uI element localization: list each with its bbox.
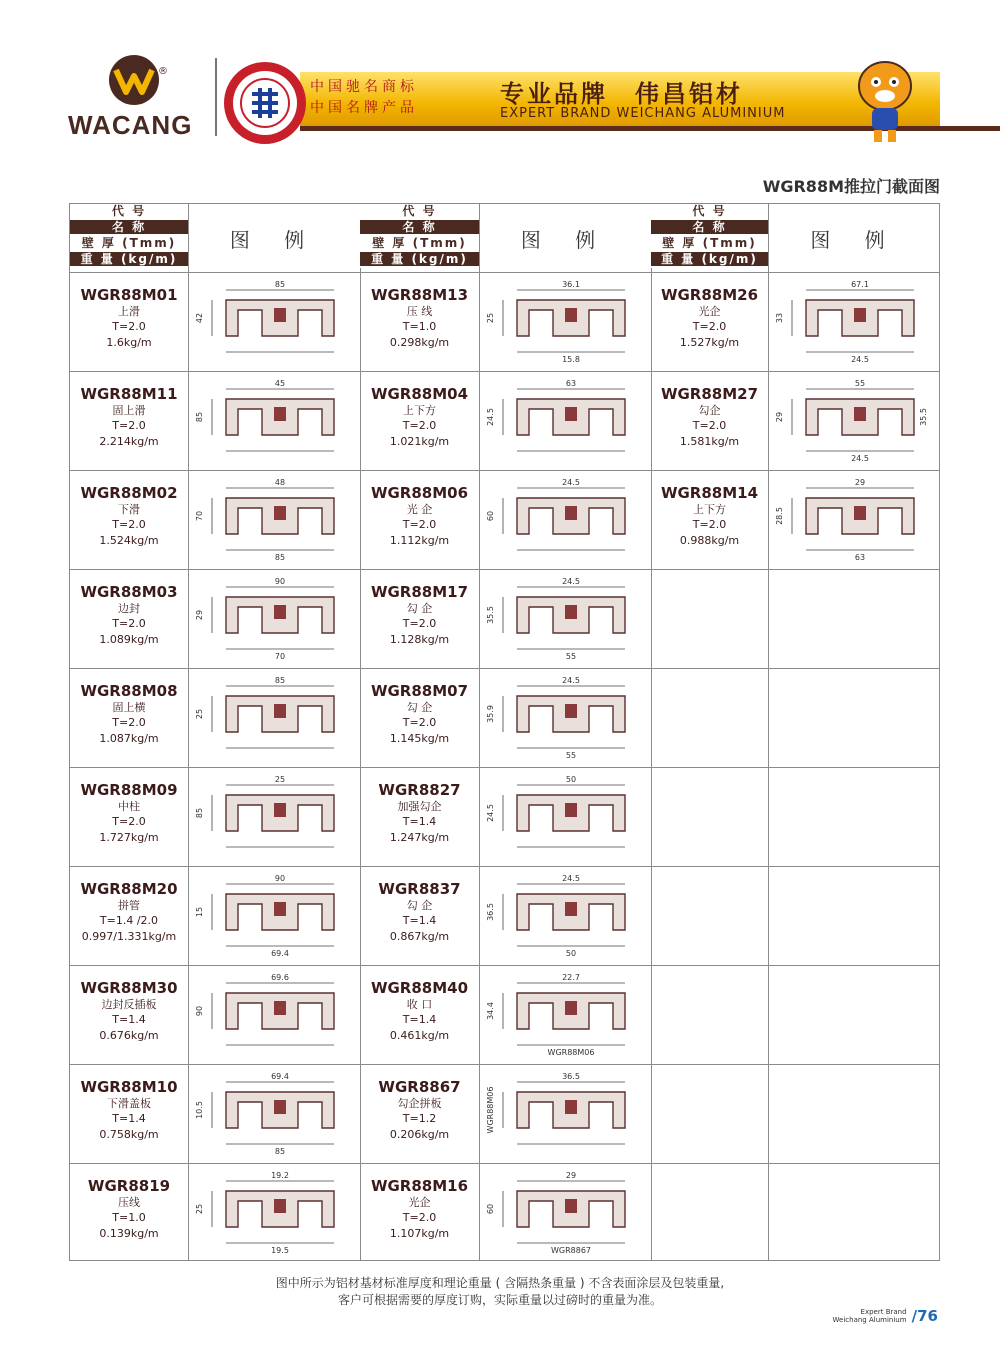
profile-section-drawing xyxy=(768,476,938,562)
profile-name: 收 口 xyxy=(406,998,433,1011)
dimension-label: 36.5 xyxy=(486,903,495,921)
profile-info-cell xyxy=(70,371,188,470)
thermal-strip xyxy=(565,407,577,421)
dimension-label: 25 xyxy=(486,312,495,324)
grid-hline xyxy=(70,272,939,273)
thermal-strip xyxy=(565,803,577,817)
thermal-strip xyxy=(565,605,577,619)
dimension-label: 19.5 xyxy=(271,1246,289,1255)
profile-info-cell xyxy=(360,371,479,470)
profile-section-drawing xyxy=(188,377,358,463)
profile-thickness: T=1.4 xyxy=(112,1112,146,1125)
profile-section-drawing xyxy=(188,971,358,1057)
profile-section-svg xyxy=(188,872,358,958)
profile-name: 压线 xyxy=(118,1196,140,1209)
profile-weight: 1.089kg/m xyxy=(99,633,159,646)
dimension-label: 60 xyxy=(486,510,495,522)
dimension-label: 19.2 xyxy=(271,1171,289,1180)
honor-line-2: 中国名牌产品 xyxy=(310,100,418,116)
dimension-label: 25 xyxy=(195,1203,204,1215)
profile-name: 上下方 xyxy=(693,503,726,516)
profile-name: 勾 企 xyxy=(406,602,433,615)
dimension-label: 36.1 xyxy=(562,280,580,289)
profile-name: 中柱 xyxy=(118,800,140,813)
profile-name: 光企 xyxy=(408,1196,431,1209)
profile-section-drawing xyxy=(479,1169,649,1255)
dimension-label: 25 xyxy=(274,775,286,784)
thermal-strip xyxy=(565,506,577,520)
thermal-strip xyxy=(274,902,286,916)
profile-name: 固上横 xyxy=(112,701,146,714)
dimension-label: 29 xyxy=(195,609,204,621)
header-honors xyxy=(310,77,418,119)
dimension-label: 85 xyxy=(195,807,204,819)
thermal-strip xyxy=(854,407,866,421)
grid-hline xyxy=(70,470,939,471)
profile-thickness: T=1.4 xyxy=(112,1013,146,1026)
profile-weight: 0.988kg/m xyxy=(679,534,740,547)
dimension-label: 50 xyxy=(565,949,577,958)
grid-hline xyxy=(70,569,939,570)
header-figure: 图 例 xyxy=(229,227,319,252)
header-name: 名 称 xyxy=(651,220,768,236)
page-header xyxy=(0,40,1000,150)
thermal-strip xyxy=(274,803,286,817)
profile-section-drawing xyxy=(188,278,358,364)
profile-thickness: T=1.4 /2.0 xyxy=(99,914,159,927)
profile-section-svg xyxy=(479,377,649,463)
profile-section-svg xyxy=(479,1070,649,1156)
profile-section-svg xyxy=(188,278,358,364)
profile-thickness: T=1.0 xyxy=(402,320,437,333)
grid-hline xyxy=(70,1163,939,1164)
profile-section-svg xyxy=(479,476,649,562)
thermal-strip xyxy=(274,1100,286,1114)
thermal-strip xyxy=(854,308,866,322)
profile-weight: 1.6kg/m xyxy=(106,336,152,349)
profile-code: WGR88M04 xyxy=(370,385,469,403)
profile-name: 光企 xyxy=(698,305,721,318)
footer-note xyxy=(0,1275,1000,1309)
profile-section-svg xyxy=(188,773,358,859)
profile-name: 拼管 xyxy=(118,899,140,912)
thermal-strip xyxy=(565,1199,577,1213)
dimension-label: 63 xyxy=(854,553,866,562)
dimension-label: 35.5 xyxy=(486,606,495,624)
header-divider xyxy=(215,58,217,136)
registered-mark: ® xyxy=(158,66,168,77)
page-footer-brand xyxy=(833,1308,907,1324)
profile-code: WGR88M26 xyxy=(660,286,759,304)
dimension-label: 35.9 xyxy=(486,705,495,723)
profile-info-cell xyxy=(70,569,188,668)
profile-thickness: T=2.0 xyxy=(402,1211,437,1224)
dimension-label: 55 xyxy=(565,751,577,760)
profile-code: WGR8867 xyxy=(378,1078,461,1096)
profile-section-svg xyxy=(188,971,358,1057)
profile-section-drawing xyxy=(479,971,649,1057)
profile-code: WGR88M02 xyxy=(80,484,178,502)
header-code: 代 号 xyxy=(70,204,188,220)
profile-section-svg xyxy=(479,971,649,1057)
profile-section-drawing xyxy=(188,674,358,760)
thermal-strip xyxy=(565,704,577,718)
dimension-label: 85 xyxy=(195,411,204,423)
header-thickness: 壁 厚 (Tmm) xyxy=(651,236,768,252)
thermal-strip xyxy=(274,605,286,619)
profile-name: 下滑盖板 xyxy=(107,1097,151,1110)
profile-section-drawing xyxy=(479,575,649,661)
profile-thickness: T=1.2 xyxy=(402,1112,437,1125)
dimension-label: 85 xyxy=(274,553,286,562)
thermal-strip xyxy=(274,407,286,421)
header-name: 名 称 xyxy=(70,220,188,236)
dimension-label: 24.5 xyxy=(486,408,495,426)
profile-section-drawing xyxy=(479,377,649,463)
profile-section-drawing xyxy=(188,872,358,958)
profile-weight: 1.087kg/m xyxy=(99,732,159,745)
header-slogan-cn: 专业品牌 伟昌铝材 xyxy=(500,80,743,108)
profile-code: WGR8827 xyxy=(378,781,461,799)
footer-note-line-1: 图中所示为铝材基材标准厚度和理论重量 ( 含隔热条重量 ) 不含表面涂层及包装重量, xyxy=(275,1276,725,1290)
profile-weight: 1.128kg/m xyxy=(389,633,450,646)
header-thickness: 壁 厚 (Tmm) xyxy=(360,236,479,252)
thermal-strip xyxy=(854,506,866,520)
profile-info-cell xyxy=(360,272,479,371)
profile-code: WGR88M10 xyxy=(80,1078,178,1096)
profile-section-drawing xyxy=(188,1070,358,1156)
profile-thickness: T=2.0 xyxy=(112,815,146,828)
profile-section-svg xyxy=(479,1169,649,1255)
dimension-label: 90 xyxy=(274,577,286,586)
header-label-cell xyxy=(70,204,188,273)
profile-thickness: T=1.4 xyxy=(402,1013,437,1026)
profile-code: WGR8819 xyxy=(87,1177,171,1195)
profile-section-svg xyxy=(479,575,649,661)
profile-section-svg xyxy=(479,278,649,364)
profile-code: WGR88M20 xyxy=(80,880,178,898)
profile-info-cell xyxy=(70,470,188,569)
grid-hline xyxy=(70,866,939,867)
dimension-label: 85 xyxy=(274,676,286,685)
profile-name: 加强勾企 xyxy=(397,800,442,813)
profile-name: 边封 xyxy=(118,602,140,615)
profile-name: 上滑 xyxy=(118,305,140,318)
dimension-label: 45 xyxy=(274,379,286,388)
dimension-label: 36.5 xyxy=(562,1072,580,1081)
dimension-label: 28.5 xyxy=(775,507,784,525)
header-code: 代 号 xyxy=(360,204,479,220)
thermal-strip xyxy=(565,308,577,322)
dimension-label: 60 xyxy=(486,1203,495,1215)
dimension-label: 85 xyxy=(274,280,286,289)
profile-info-cell xyxy=(360,965,479,1064)
profile-thickness: T=2.0 xyxy=(402,518,437,531)
profile-section-svg xyxy=(188,1169,358,1255)
grid-hline xyxy=(70,965,939,966)
dimension-label: 67.1 xyxy=(851,280,869,289)
profile-code: WGR88M08 xyxy=(80,682,178,700)
grid-hline xyxy=(70,371,939,372)
profile-weight: 1.021kg/m xyxy=(389,435,450,448)
dimension-label: 10.5 xyxy=(195,1101,204,1119)
dimension-label: 24.5 xyxy=(562,577,580,586)
thermal-strip xyxy=(274,704,286,718)
profile-section-svg xyxy=(479,773,649,859)
profile-thickness: T=2.0 xyxy=(692,419,727,432)
profile-info-cell xyxy=(70,767,188,866)
profile-section-svg xyxy=(188,1070,358,1156)
profile-thickness: T=2.0 xyxy=(402,617,437,630)
grid-hline xyxy=(70,767,939,768)
page-number-box xyxy=(833,1305,938,1325)
dimension-label: 70 xyxy=(274,652,286,661)
profile-code: WGR88M30 xyxy=(80,979,178,997)
profile-code: WGR88M14 xyxy=(660,484,759,502)
header-code: 代 号 xyxy=(651,204,768,220)
profile-info-cell xyxy=(70,1163,188,1262)
dimension-label: WGR88M06 xyxy=(486,1086,495,1134)
thermal-strip xyxy=(565,1001,577,1015)
dimension-label: 29 xyxy=(565,1171,577,1180)
thermal-strip xyxy=(565,902,577,916)
profile-info-cell xyxy=(651,371,768,470)
profile-section-drawing xyxy=(768,278,938,364)
profile-weight: 1.581kg/m xyxy=(679,435,740,448)
dimension-label: 69.4 xyxy=(271,949,289,958)
profile-info-cell xyxy=(70,668,188,767)
tiger-mascot-icon xyxy=(840,48,930,148)
dimension-label: 29 xyxy=(854,478,866,487)
profile-section-drawing xyxy=(479,278,649,364)
thermal-strip xyxy=(274,1199,286,1213)
profile-weight: 0.758kg/m xyxy=(99,1128,159,1141)
profile-info-cell xyxy=(70,272,188,371)
dimension-label: 50 xyxy=(565,775,577,784)
profile-section-drawing xyxy=(479,476,649,562)
profile-info-cell xyxy=(360,1163,479,1262)
profile-section-svg xyxy=(479,872,649,958)
profile-section-drawing xyxy=(768,377,938,463)
profile-info-cell xyxy=(70,866,188,965)
profile-weight: 0.139kg/m xyxy=(99,1227,159,1240)
profile-thickness: T=2.0 xyxy=(692,518,727,531)
header-thickness: 壁 厚 (Tmm) xyxy=(70,236,188,252)
profile-name: 光 企 xyxy=(406,503,433,516)
profile-section-drawing xyxy=(188,773,358,859)
profile-weight: 0.676kg/m xyxy=(99,1029,159,1042)
profile-info-cell xyxy=(651,470,768,569)
header-label-cell xyxy=(360,204,479,273)
profile-weight: 2.214kg/m xyxy=(99,435,159,448)
profile-name: 勾企拼板 xyxy=(397,1097,442,1110)
profile-info-cell xyxy=(360,866,479,965)
profile-section-drawing xyxy=(188,575,358,661)
profile-weight: 1.527kg/m xyxy=(679,336,740,349)
profile-name: 固上滑 xyxy=(112,404,146,417)
grid-hline xyxy=(70,668,939,669)
dimension-label: 69.4 xyxy=(271,1072,289,1081)
profile-thickness: T=2.0 xyxy=(112,716,146,729)
china-top-brand-seal-icon xyxy=(222,60,308,146)
profile-thickness: T=2.0 xyxy=(112,419,146,432)
profile-table xyxy=(69,203,940,1261)
profile-code: WGR88M27 xyxy=(660,385,759,403)
header-weight: 重 量 (kg/m) xyxy=(651,252,768,268)
profile-section-svg xyxy=(188,674,358,760)
profile-code: WGR88M07 xyxy=(370,682,469,700)
profile-name: 下滑 xyxy=(118,503,140,516)
profile-name: 压 线 xyxy=(406,305,433,318)
profile-section-svg xyxy=(768,278,938,364)
profile-section-svg xyxy=(188,575,358,661)
header-figure: 图 例 xyxy=(810,227,899,252)
profile-code: WGR88M16 xyxy=(370,1177,469,1195)
profile-section-drawing xyxy=(479,872,649,958)
dimension-label: 33 xyxy=(775,312,784,324)
profile-thickness: T=2.0 xyxy=(112,320,146,333)
profile-code: WGR88M40 xyxy=(370,979,469,997)
dimension-label: 24.5 xyxy=(851,454,869,463)
page-number: /76 xyxy=(911,1306,938,1325)
profile-thickness: T=2.0 xyxy=(112,518,146,531)
profile-weight: 1.107kg/m xyxy=(389,1227,450,1240)
page-footer-brand-line-1: Expert Brand xyxy=(860,1307,907,1316)
profile-section-drawing xyxy=(479,674,649,760)
dimension-label: 25 xyxy=(195,708,204,720)
profile-thickness: T=2.0 xyxy=(402,419,437,432)
dimension-label: 55 xyxy=(565,652,577,661)
profile-code: WGR88M01 xyxy=(80,286,178,304)
profile-thickness: T=1.4 xyxy=(402,914,437,927)
header-name: 名 称 xyxy=(360,220,479,236)
header-slogan-en: EXPERT BRAND WEICHANG ALUMINIUM xyxy=(500,106,786,121)
profile-weight: 1.112kg/m xyxy=(389,534,450,547)
header-label-cell xyxy=(651,204,768,273)
dimension-label: 24.5 xyxy=(851,355,869,364)
profile-weight: 0.997/1.331kg/m xyxy=(81,930,177,943)
profile-section-svg xyxy=(188,377,358,463)
profile-info-cell xyxy=(360,668,479,767)
profile-info-cell xyxy=(651,272,768,371)
profile-name: 上下方 xyxy=(403,404,436,417)
thermal-strip xyxy=(274,308,286,322)
header-figure: 图 例 xyxy=(520,227,610,252)
dimension-label: 24.5 xyxy=(562,478,580,487)
dimension-label: WGR88M06 xyxy=(547,1048,595,1057)
dimension-label: 55 xyxy=(854,379,866,388)
profile-code: WGR88M13 xyxy=(370,286,469,304)
profile-weight: 1.524kg/m xyxy=(99,534,159,547)
thermal-strip xyxy=(274,1001,286,1015)
header-weight: 重 量 (kg/m) xyxy=(70,252,188,268)
page-footer-brand-line-2: Weichang Aluminium xyxy=(832,1315,907,1324)
profile-thickness: T=1.4 xyxy=(402,815,437,828)
page-title: WGR88M推拉门截面图 xyxy=(762,177,940,196)
dimension-label: 34.4 xyxy=(486,1002,495,1020)
profile-code: WGR8837 xyxy=(378,880,461,898)
profile-code: WGR88M03 xyxy=(80,583,178,601)
profile-weight: 0.298kg/m xyxy=(389,336,450,349)
dimension-label: 24.5 xyxy=(486,804,495,822)
honor-line-1: 中国驰名商标 xyxy=(310,79,418,95)
profile-section-drawing xyxy=(479,1070,649,1156)
profile-weight: 1.727kg/m xyxy=(99,831,159,844)
thermal-strip xyxy=(565,1100,577,1114)
dimension-label: 22.7 xyxy=(562,973,580,982)
dimension-label: 63 xyxy=(565,379,577,388)
dimension-label: 35.5 xyxy=(919,408,928,426)
profile-info-cell xyxy=(360,1064,479,1163)
profile-code: WGR88M17 xyxy=(370,583,469,601)
dimension-label: 48 xyxy=(274,478,286,487)
profile-weight: 0.867kg/m xyxy=(389,930,450,943)
profile-thickness: T=2.0 xyxy=(112,617,146,630)
profile-name: 勾 企 xyxy=(406,899,433,912)
profile-name: 勾 企 xyxy=(406,701,433,714)
wacang-logo-icon xyxy=(108,54,160,106)
profile-info-cell xyxy=(360,767,479,866)
profile-section-svg xyxy=(768,476,938,562)
profile-section-svg xyxy=(479,674,649,760)
dimension-label: 70 xyxy=(195,510,204,522)
profile-weight: 0.461kg/m xyxy=(389,1029,450,1042)
profile-section-svg xyxy=(768,377,938,463)
dimension-label: 15.8 xyxy=(562,355,580,364)
grid-hline xyxy=(70,1064,939,1065)
dimension-label: 69.6 xyxy=(271,973,289,982)
dimension-label: 42 xyxy=(195,312,204,324)
profile-code: WGR88M11 xyxy=(80,385,178,403)
profile-section-svg xyxy=(188,476,358,562)
profile-weight: 0.206kg/m xyxy=(389,1128,450,1141)
profile-info-cell xyxy=(360,470,479,569)
header-weight: 重 量 (kg/m) xyxy=(360,252,479,268)
dimension-label: 90 xyxy=(195,1005,204,1017)
profile-weight: 1.247kg/m xyxy=(389,831,450,844)
footer-note-line-2: 客户可根据需要的厚度订购，实际重量以过磅时的重量为准。 xyxy=(337,1293,662,1307)
profile-name: 勾企 xyxy=(698,404,721,417)
profile-section-drawing xyxy=(188,1169,358,1255)
profile-thickness: T=1.0 xyxy=(112,1211,146,1224)
profile-code: WGR88M06 xyxy=(370,484,469,502)
brand-logo-text: WACANG xyxy=(68,110,193,140)
dimension-label: 24.5 xyxy=(562,874,580,883)
profile-code: WGR88M09 xyxy=(80,781,178,799)
profile-info-cell xyxy=(70,1064,188,1163)
thermal-strip xyxy=(274,506,286,520)
profile-weight: 1.145kg/m xyxy=(389,732,450,745)
profile-name: 边封反插板 xyxy=(101,998,157,1011)
profile-thickness: T=2.0 xyxy=(692,320,727,333)
profile-thickness: T=2.0 xyxy=(402,716,437,729)
profile-info-cell xyxy=(360,569,479,668)
dimension-label: 24.5 xyxy=(562,676,580,685)
profile-section-drawing xyxy=(188,476,358,562)
dimension-label: 15 xyxy=(195,906,204,918)
dimension-label: 85 xyxy=(274,1147,286,1156)
dimension-label: 90 xyxy=(274,874,286,883)
profile-section-drawing xyxy=(479,773,649,859)
profile-info-cell xyxy=(70,965,188,1064)
dimension-label: 29 xyxy=(775,411,784,423)
dimension-label: WGR8867 xyxy=(550,1246,592,1255)
